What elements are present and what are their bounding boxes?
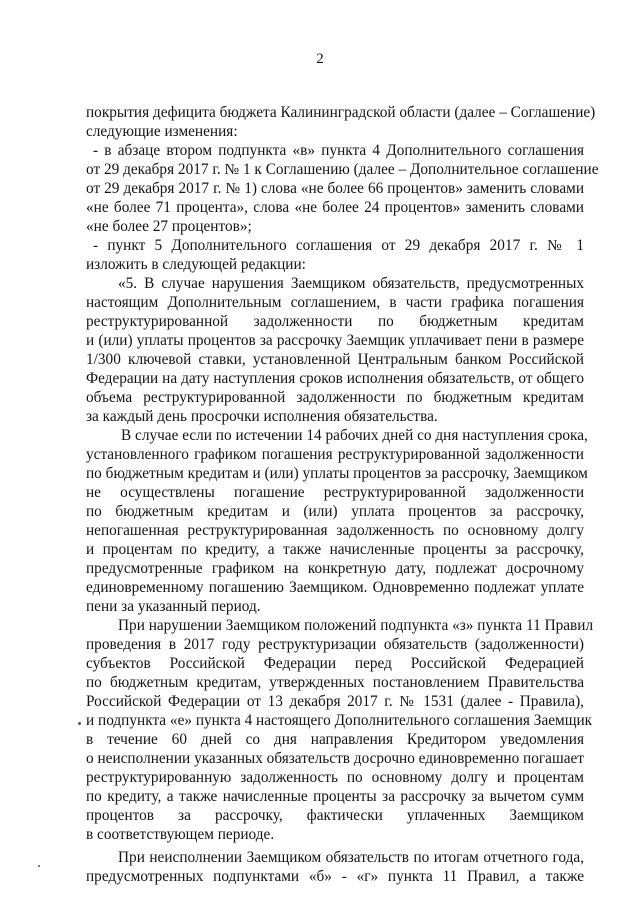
scan-speck <box>38 865 40 867</box>
paragraph-line: Федерации на дату наступления сроков исполнения обязательств, от общего <box>86 370 584 387</box>
paragraph-line: реструктурированную задолженность по основному долгу и процентам <box>86 769 584 786</box>
paragraph-line: о неисполнении указанных обязательств досрочно единовременно погашает <box>86 750 584 767</box>
paragraph-line: Российской Федерации от 13 декабря 2017 г. № 1531 (далее - Правила), <box>86 693 584 710</box>
paragraph-line: - пункт 5 Дополнительного соглашения от 29 декабря 2017 г. № 1 <box>93 237 584 254</box>
paragraph-line: установленного графиком погашения реструктурированной задолженности <box>86 446 584 463</box>
paragraph-line: проведения в 2017 году реструктуризации обязательств (задолженности) <box>86 636 584 653</box>
paragraph-line: - в абзаце втором подпункта «в» пункта 4 Дополнительного соглашения <box>93 142 584 159</box>
paragraph-line: покрытия дефицита бюджета Калининградской области (далее – Соглашение) <box>86 104 596 121</box>
paragraph-line: следующие изменения: <box>86 123 238 140</box>
paragraph-line: субъектов Российской Федерации перед Российской Федерацией <box>86 655 584 672</box>
paragraph-line: В случае если по истечении 14 рабочих дней со дня наступления срока, <box>121 427 588 444</box>
paragraph-line: по бюджетным кредитам, утвержденных постановлением Правительства <box>86 674 584 691</box>
paragraph-line: непогашенная реструктурированная задолженность по основному долгу <box>86 522 584 539</box>
paragraph-line: единовременному погашению Заемщиком. Одновременно подлежат уплате <box>86 579 584 596</box>
paragraph-line: пени за указанный период. <box>86 598 261 615</box>
paragraph-line: и подпункта «е» пункта 4 настоящего Дополнительного соглашения Заемщик <box>86 712 593 729</box>
paragraph-line: предусмотренных подпунктами «б» - «г» пункта 11 Правил, а также <box>86 868 584 885</box>
paragraph-line: от 29 декабря 2017 г. № 1 к Соглашению (далее – Дополнительное соглашение <box>86 161 599 178</box>
paragraph-line: процентов за рассрочку, фактически уплаченных Заемщиком <box>86 807 584 824</box>
paragraph-line: предусмотренные графиком на конкретную дату, подлежат досрочному <box>86 560 584 577</box>
paragraph-line: объема реструктурированной задолженности по бюджетным кредитам <box>86 389 584 406</box>
paragraph-line: 1/300 ключевой ставки, установленной Центральным банком Российской <box>86 351 584 368</box>
scan-speck <box>78 722 81 725</box>
paragraph-line: за каждый день просрочки исполнения обязательства. <box>86 408 438 425</box>
paragraph-line: изложить в следующей редакции: <box>86 256 306 273</box>
paragraph-line: по кредиту, а также начисленные проценты за рассрочку за вычетом сумм <box>86 788 584 805</box>
paragraph-line: в течение 60 дней со дня направления Кредитором уведомления <box>86 731 584 748</box>
paragraph-line: и процентам по кредиту, а также начисленные проценты за рассрочку, <box>86 541 584 558</box>
paragraph-line: При неисполнении Заемщиком обязательств по итогам отчетного года, <box>118 849 584 866</box>
page-number: 2 <box>316 51 324 67</box>
paragraph-line: и (или) уплаты процентов за рассрочку Заемщик уплачивает пени в размере <box>86 332 584 349</box>
paragraph-line: от 29 декабря 2017 г. № 1) слова «не более 66 процентов» заменить словами <box>86 180 584 197</box>
paragraph-line: по бюджетным кредитам и (или) уплата процентов за рассрочку, <box>86 503 584 520</box>
paragraph-line: «5. В случае нарушения Заемщиком обязательств, предусмотренных <box>118 275 584 292</box>
paragraph-line: При нарушении Заемщиком положений подпункта «з» пункта 11 Правил <box>118 617 594 634</box>
paragraph-line: «не более 27 процентов»; <box>86 218 252 235</box>
paragraph-line: не осуществлены погашение реструктурированной задолженности <box>86 484 584 501</box>
paragraph-line: по бюджетным кредитам и (или) уплаты процентов за рассрочку, Заемщиком <box>86 465 588 482</box>
paragraph-line: настоящим Дополнительным соглашением, в части графика погашения <box>86 294 584 311</box>
paragraph-line: в соответствующем периоде. <box>86 826 275 843</box>
paragraph-line: реструктурированной задолженности по бюджетным кредитам <box>86 313 584 330</box>
paragraph-line: «не более 71 процента», слова «не более 24 процентов» заменить словами <box>86 199 584 216</box>
